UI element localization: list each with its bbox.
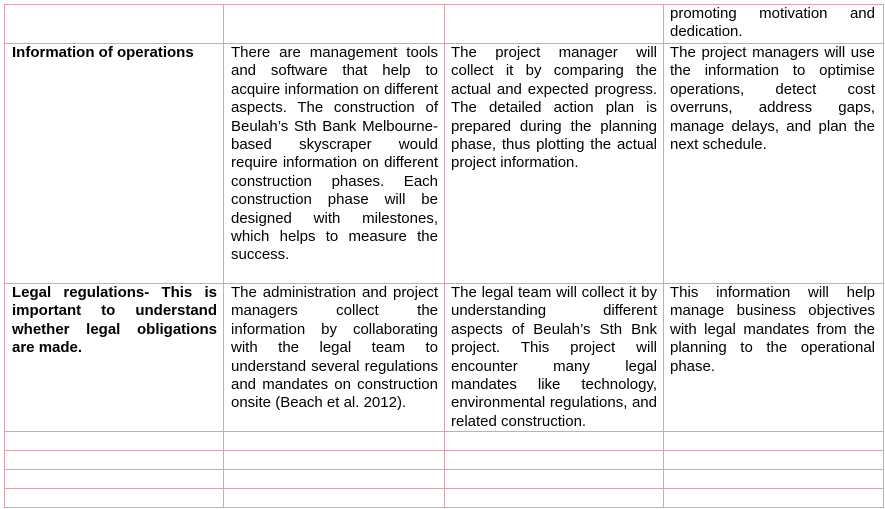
table-cell-continued-text: promoting motivation and dedication. [664,5,884,44]
table-cell-empty [445,432,664,451]
table-row-empty [5,489,884,508]
table-cell-empty [664,432,884,451]
table-cell-empty [224,489,445,508]
table-cell-empty [224,5,445,44]
table-cell-empty [445,5,664,44]
factor-cell: Legal regulations- This is important to understand whether legal obligations are made. [5,284,224,432]
table-cell-empty [664,451,884,470]
table-cell-empty [5,489,224,508]
table-cell-empty [664,489,884,508]
collector-cell: The legal team will collect it by understanding different aspects of Beulah’s Sth Bnk project. This project will encounter many legal mandates like technology, environmental regulations, and related construction. [445,284,664,432]
table-cell-empty [5,470,224,489]
usage-cell: This information will help manage business objectives with legal mandates from the planning to the operational phase. [664,284,884,432]
table-cell-empty [5,451,224,470]
collector-cell: The project manager will collect it by comparing the actual and expected progress. The detailed action plan is prepared during the planning phase, thus plotting the actual project information. [445,44,664,284]
table-cell-empty [224,451,445,470]
table-cell-empty [5,5,224,44]
table-row-information-operations [5,44,884,284]
table-cell-empty [445,451,664,470]
collection-method-cell: The administration and project managers collect the information by collaborating with the legal team to understand several regulations and mandates on construction onsite (Beach et al. 2012). [224,284,445,432]
factor-cell: Information of operations [5,44,224,284]
collection-method-cell: There are management tools and software that help to acquire information on different aspects. The construction of Beulah’s Sth Bank Melbourne-based skyscraper would require information on different construction phases. Each construction phase will be designed with milestones, which helps to measure the success. [224,44,445,284]
table-row-empty [5,451,884,470]
usage-cell: The project managers will use the information to optimise operations, detect cost overruns, address gaps, manage delays, and plan the next schedule. [664,44,884,284]
table-cell-empty [224,432,445,451]
table-row-continued [5,5,884,44]
table-row-legal-regulations [5,284,884,432]
table-cell-empty [445,489,664,508]
table-cell-empty [445,470,664,489]
document-table [4,4,884,508]
table-row-empty [5,470,884,489]
table-cell-empty [664,470,884,489]
table-cell-empty [224,470,445,489]
table-cell-empty [5,432,224,451]
table-row-empty [5,432,884,451]
